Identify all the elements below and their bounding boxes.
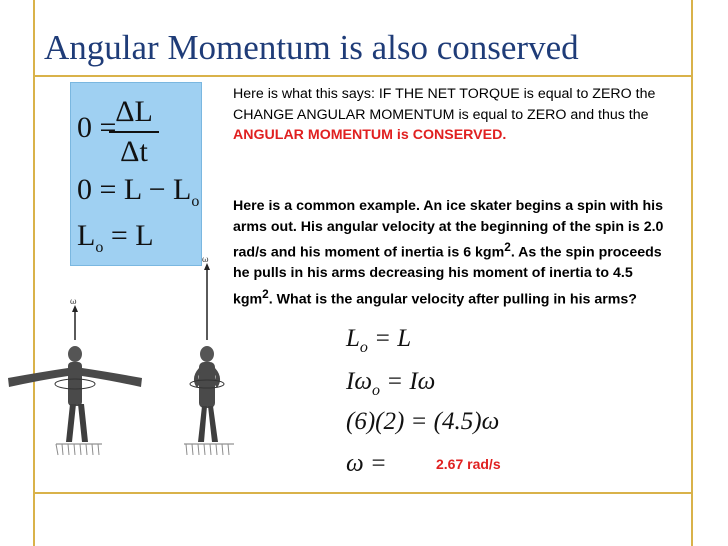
solution-line-1-a: L [346, 325, 360, 352]
formula-eq1-numerator: ΔL [109, 95, 159, 133]
formula-eq3-sub: o [95, 239, 104, 256]
slide-frame-right [691, 0, 693, 546]
formula-eq2-text: 0 = L − L [77, 173, 192, 206]
solution-line-2-a: Iω [346, 368, 372, 395]
unit-exponent-2: 2 [262, 286, 269, 301]
title-underline [33, 75, 693, 77]
solution-line-2-b: = Iω [379, 368, 436, 395]
skater-arms-out-icon [6, 292, 146, 457]
slide-frame-bottom [33, 492, 693, 494]
formula-eq2-sub: o [191, 193, 200, 210]
unit-exponent-1: 2 [504, 240, 511, 254]
example-text-c: . What is the angular velocity after pulling in his arms? [268, 291, 637, 308]
solution-line-3: (6)(2) = (4.5)ω [346, 408, 500, 435]
solution-line-1-b: = L [367, 325, 412, 352]
omega-label-left: ω [70, 297, 77, 306]
explanation-paragraph [233, 84, 675, 146]
formula-eq1-denominator: Δt [120, 135, 148, 168]
formula-eq3 [77, 221, 154, 256]
answer-value: 2.67 rad/s [436, 456, 501, 472]
formula-eq2 [77, 175, 199, 210]
conserved-highlight: ANGULAR MOMENTUM is CONSERVED. [233, 127, 507, 143]
formula-eq3-a: L [77, 219, 96, 252]
formula-box [70, 82, 202, 266]
example-text-a: Here is a common example. An ice skater begins a spin with his arms out. His angular velocity at the beginning of the spin is 2.0 rad/s and his moment of inertia is 6 kgm [233, 198, 664, 261]
page-title: Angular Momentum is also conserved [44, 28, 579, 67]
solution-line-4: ω = [346, 450, 387, 477]
example-text-b: . As the spin proceeds he pulls in his arms decreasing his moment of inertia to 4.5 kgm [233, 244, 662, 308]
example-paragraph [233, 196, 675, 310]
slide-frame-left [33, 0, 35, 546]
skater-arms-in-icon [170, 252, 240, 457]
formula-eq1-fraction [109, 95, 159, 169]
omega-label-right: ω [202, 255, 209, 264]
formula-eq1-lhs: 0 = [77, 111, 117, 144]
solution-line-2-sub: o [371, 382, 380, 399]
formula-eq3-b: = L [103, 219, 154, 252]
solution-line-1-sub: o [359, 339, 368, 356]
solution-line-2 [346, 368, 435, 400]
explanation-text: Here is what this says: IF THE NET TORQUE is equal to ZERO the CHANGE ANGULAR MOMENTUM is equal to ZERO and thus the [233, 86, 656, 123]
solution-line-1 [346, 325, 411, 357]
